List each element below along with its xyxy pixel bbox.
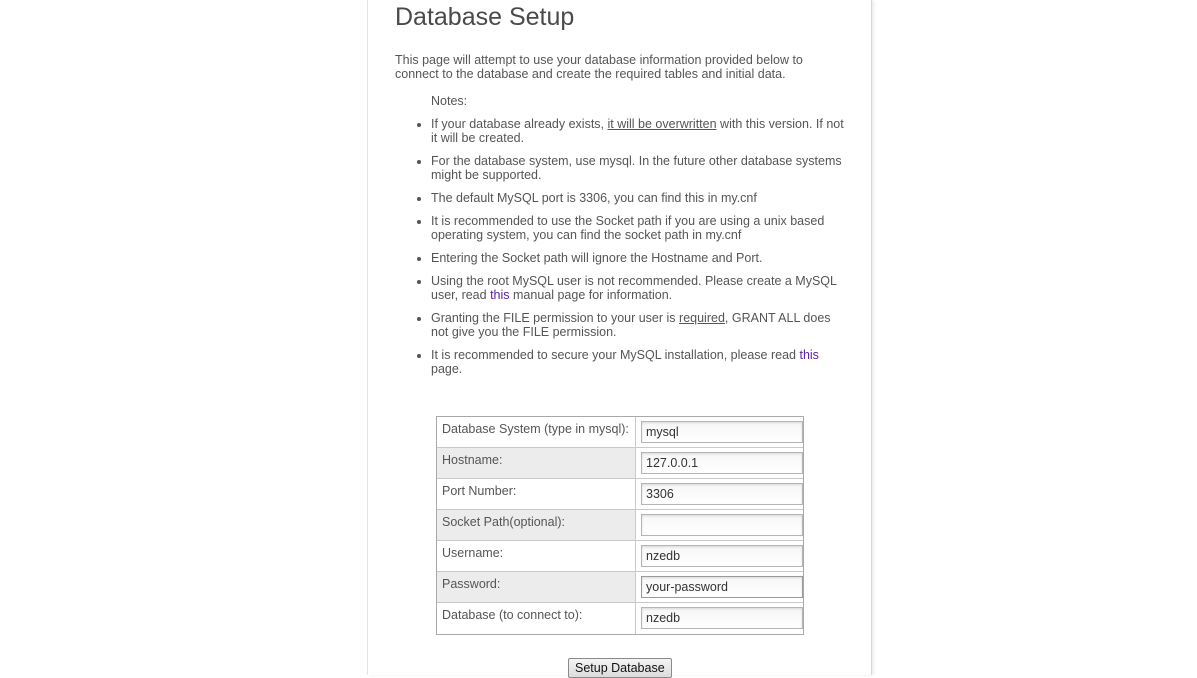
form-row-port [437,479,803,510]
database-name-label: Database (to connect to): [437,603,636,634]
note-text: Using the root MySQL user is not recommended. Please create a MySQL user, read [431,274,837,302]
note-text: , GRANT ALL does not give you the FILE permission. [431,311,831,339]
port-input[interactable] [641,483,803,505]
form-row-username [437,541,803,572]
database-form-table [436,416,804,635]
note-text: It is recommended to use the Socket path if you are using a unix based operating system, you can find the socket path in my.cnf [431,214,825,242]
password-label: Password: [437,572,636,603]
note-emphasis: it will be overwritten [607,117,717,131]
content-panel [367,0,872,675]
setup-database-button[interactable]: Setup Database [568,658,672,678]
note-text: Granting the FILE permission to your user is [431,311,680,325]
note-item [431,348,850,376]
note-item [431,214,850,242]
mysql-user-manual-link[interactable]: this [490,288,510,302]
note-emphasis: required [679,311,725,325]
database-name-input[interactable] [641,607,803,629]
socket-path-label: Socket Path(optional): [437,510,636,541]
hostname-input[interactable] [641,452,803,474]
db-system-input[interactable] [641,421,803,443]
note-text: with this version. If not it will be created. [431,117,844,145]
note-text: For the database system, use mysql. In the future other database systems might be supported. [431,154,842,182]
db-system-label: Database System (type in mysql): [437,417,636,448]
socket-path-input[interactable] [641,514,803,536]
note-text: The default MySQL port is 3306, you can find this in my.cnf [431,191,757,205]
page-title: Database Setup [395,3,575,31]
note-text: It is recommended to secure your MySQL installation, please read [431,348,800,362]
notes-list [395,117,850,385]
note-item [431,154,850,182]
hostname-label: Hostname: [437,448,636,479]
note-item [431,274,850,302]
port-label: Port Number: [437,479,636,510]
notes-label: Notes: [431,94,468,108]
note-text: If your database already exists, [431,117,608,131]
password-input[interactable] [641,576,803,598]
form-row-socket [437,510,803,541]
intro-text: This page will attempt to use your database information provided below to connect to the database and create the required tables and initial data. [395,53,803,81]
username-label: Username: [437,541,636,572]
note-item [431,311,850,339]
note-text: manual page for information. [509,288,673,302]
form-row-hostname [437,448,803,479]
mysql-secure-installation-link[interactable]: this [799,348,819,362]
note-item [431,191,850,205]
form-row-password [437,572,803,603]
username-input[interactable] [641,545,803,567]
note-item [431,251,850,265]
form-row-db-system [437,417,803,448]
note-text: Entering the Socket path will ignore the Hostname and Port. [431,251,763,265]
form-row-database [437,603,803,634]
note-item [431,117,850,145]
note-text: page. [431,362,463,376]
